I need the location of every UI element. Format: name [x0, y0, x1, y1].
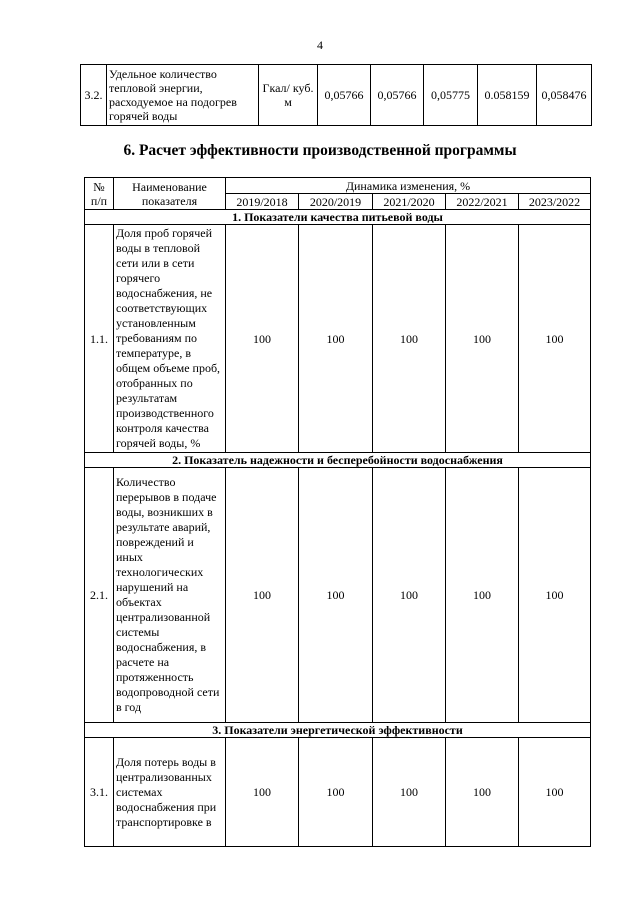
- header-name: Наименование показателя: [114, 178, 226, 210]
- value-cell: 100: [299, 225, 373, 453]
- value-cell: 100: [373, 738, 446, 847]
- value-cell: 100: [373, 225, 446, 453]
- table-row: [85, 225, 591, 453]
- value-cell: 100: [226, 468, 299, 723]
- top-table: [80, 64, 592, 126]
- row-number: 3.2.: [81, 65, 107, 126]
- indicator-name: Доля проб горячей воды в тепловой сети или в сети горячего водоснабжения, не соответствующих установленным требованиям по температуре, в общем объеме проб, отобранных по результатам производственного контроля качества горячей воды, %: [114, 225, 226, 453]
- value-cell: 100: [373, 468, 446, 723]
- unit-cell: Гкал/ куб. м: [259, 65, 318, 126]
- value-cell: 100: [519, 225, 591, 453]
- header-num: № п/п: [85, 178, 114, 210]
- value-cell: 100: [446, 225, 519, 453]
- efficiency-table: [84, 177, 591, 847]
- value-cell: 0,058476: [537, 65, 592, 126]
- header-year: 2023/2022: [519, 194, 591, 210]
- value-cell: 0,05775: [424, 65, 478, 126]
- section-heading: 3. Показатели энергетической эффективности: [85, 723, 591, 738]
- section-title: 6. Расчет эффективности производственной программы: [123, 142, 517, 159]
- value-cell: 100: [299, 738, 373, 847]
- value-cell: 0.058159: [478, 65, 537, 126]
- section-row: [85, 453, 591, 468]
- section-row: [85, 210, 591, 225]
- value-cell: 100: [299, 468, 373, 723]
- value-cell: 100: [226, 225, 299, 453]
- section-row: [85, 723, 591, 738]
- header-year: 2022/2021: [446, 194, 519, 210]
- table-row: [85, 738, 591, 847]
- indicator-name: Доля потерь воды в централизованных системах водоснабжения при транспортировке в: [114, 738, 226, 847]
- row-number: 3.1.: [85, 738, 114, 847]
- header-year: 2019/2018: [226, 194, 299, 210]
- table-row: [85, 468, 591, 723]
- indicator-name: Удельное количество тепловой энергии, расходуемое на подогрев горячей воды: [107, 65, 259, 126]
- section-heading: 1. Показатели качества питьевой воды: [85, 210, 591, 225]
- value-cell: 0,05766: [371, 65, 424, 126]
- header-row: [85, 178, 591, 194]
- row-number: 2.1.: [85, 468, 114, 723]
- header-year: 2020/2019: [299, 194, 373, 210]
- section-heading: 2. Показатель надежности и бесперебойности водоснабжения: [85, 453, 591, 468]
- row-number: 1.1.: [85, 225, 114, 453]
- value-cell: 100: [519, 468, 591, 723]
- value-cell: 100: [446, 468, 519, 723]
- indicator-name: Количество перерывов в подаче воды, возникших в результате аварий, повреждений и иных технологических нарушений на объектах централизованной системы водоснабжения, в расчете на протяженность водопроводной сети в год: [114, 468, 226, 723]
- page-number: 4: [317, 38, 323, 52]
- value-cell: 100: [446, 738, 519, 847]
- table-row: [81, 65, 592, 126]
- value-cell: 100: [226, 738, 299, 847]
- value-cell: 0,05766: [318, 65, 371, 126]
- header-dynamics: Динамика изменения, %: [226, 178, 591, 194]
- value-cell: 100: [519, 738, 591, 847]
- header-year: 2021/2020: [373, 194, 446, 210]
